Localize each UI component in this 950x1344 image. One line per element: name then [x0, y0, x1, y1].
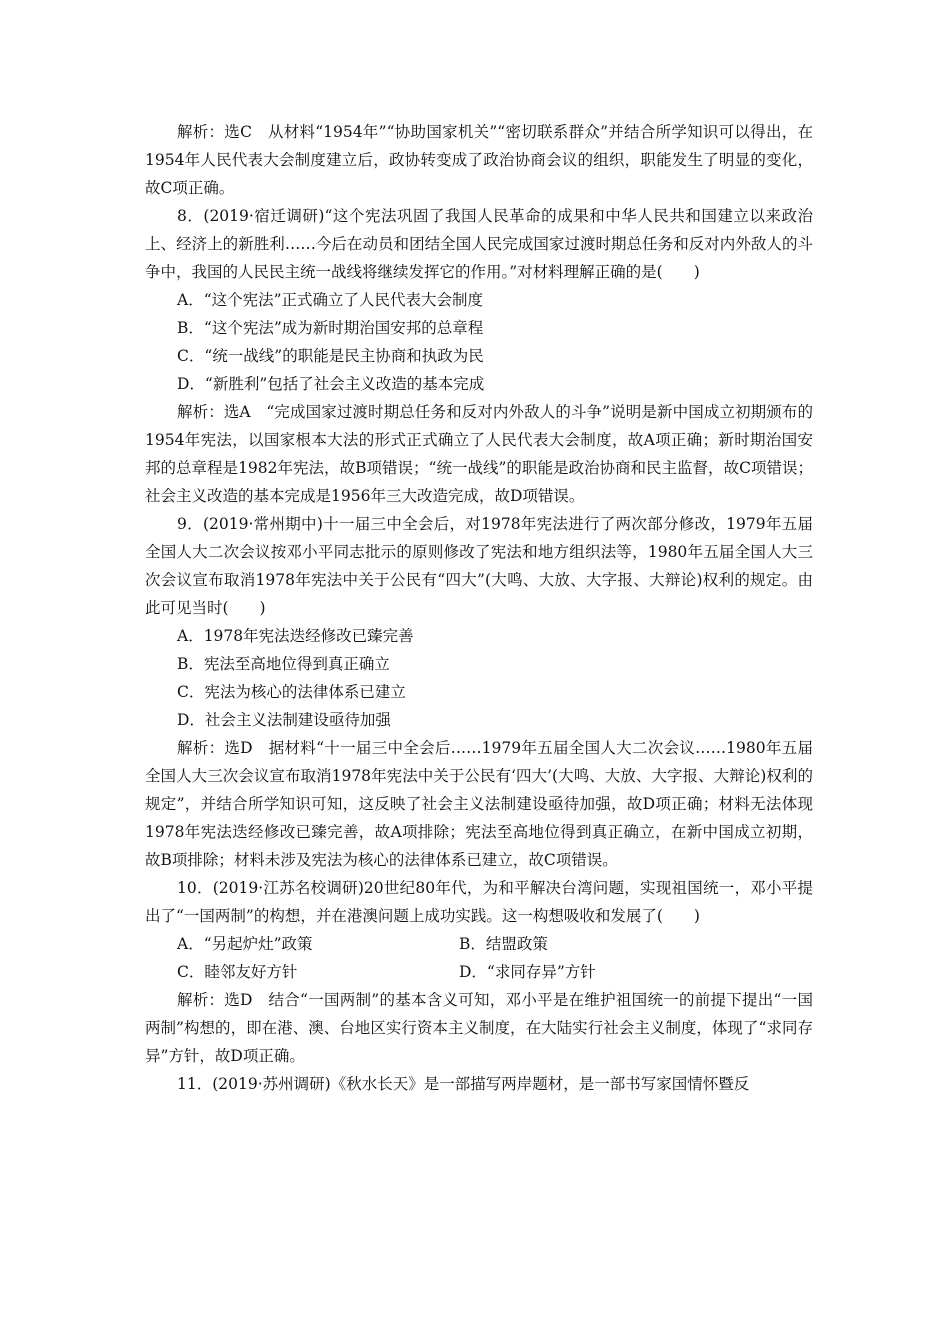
question-9-option-c: C．宪法为核心的法律体系已建立 — [177, 683, 406, 701]
question-8-option-c: C．“统一战线”的职能是民主协商和执政为民 — [177, 347, 484, 365]
question-9-option-a: A．1978年宪法迭经修改已臻完善 — [177, 627, 414, 645]
question-11: 11．(2019·苏州调研)《秋水长天》是一部描写两岸题材，是一部书写家国情怀暨反 — [177, 1075, 750, 1093]
question-8-option-b: B．“这个宪法”成为新时期治国安邦的总章程 — [177, 319, 484, 337]
answer-10: 解析：选D 结合“一国两制”的基本含义可知，邓小平是在维护祖国统一的前提下提出“一国两制”构想的，即在港、澳、台地区实行资本主义制度，在大陆实行社会主义制度，体现了“求同存异”方针，故D项正确。 — [145, 991, 813, 1065]
question-8-option-d: D．“新胜利”包括了社会主义改造的基本完成 — [177, 375, 485, 393]
question-10-option-d: D．“求同存异”方针 — [459, 963, 596, 981]
question-8: 8．(2019·宿迁调研)“这个宪法巩固了我国人民革命的成果和中华人民共和国建立以来政治上、经济上的新胜利……今后在动员和团结全国人民完成国家过渡时期总任务和反对内外敌人的斗争中，我国的人民民主统一战线将继续发挥它的作用。”对材料理解正确的是( ) — [145, 207, 813, 281]
answer-9: 解析：选D 据材料“十一届三中全会后……1979年五届全国人大二次会议……1980年五届全国人大三次会议宣布取消1978年宪法中关于公民有‘四大’(大鸣、大放、大字报、大辩论)权利的规定”，并结合所学知识可知，这反映了社会主义法制建设亟待加强，故D项正确；材料无法体现1978年宪法迭经修改已臻完善，故A项排除；宪法至高地位得到真正确立，在新中国成立初期，故B项排除；材料未涉及宪法为核心的法律体系已建立，故C项错误。 — [145, 739, 813, 869]
question-10: 10．(2019·江苏名校调研)20世纪80年代，为和平解决台湾问题，实现祖国统一，邓小平提出了“一国两制”的构想，并在港澳问题上成功实践。这一构想吸收和发展了( ) — [145, 879, 813, 925]
question-9: 9．(2019·常州期中)十一届三中全会后，对1978年宪法进行了两次部分修改，1979年五届全国人大二次会议按邓小平同志批示的原则修改了宪法和地方组织法等，1980年五届全国人大三次会议宣布取消1978年宪法中关于公民有“四大”(大鸣、大放、大字报、大辩论)权利的规定。由此可见当时( ) — [145, 515, 813, 617]
answer-7: 解析：选C 从材料“1954年”“协助国家机关”“密切联系群众”并结合所学知识可以得出，在1954年人民代表大会制度建立后，政协转变成了政治协商会议的组织，职能发生了明显的变化，故C项正确。 — [145, 123, 813, 197]
question-10-option-b: B．结盟政策 — [459, 935, 548, 953]
question-10-options-row-1 — [145, 930, 813, 958]
document-page — [145, 118, 813, 1098]
question-10-option-a: A．“另起炉灶”政策 — [177, 935, 313, 953]
question-8-option-a: A．“这个宪法”正式确立了人民代表大会制度 — [177, 291, 484, 309]
question-10-options-row-2 — [145, 958, 813, 986]
question-10-option-c: C．睦邻友好方针 — [177, 963, 298, 981]
answer-8: 解析：选A “完成国家过渡时期总任务和反对内外敌人的斗争”说明是新中国成立初期颁布的1954年宪法，以国家根本大法的形式正式确立了人民代表大会制度，故A项正确；新时期治国安邦的总章程是1982年宪法，故B项错误；“统一战线”的职能是政治协商和民主监督，故C项错误；社会主义改造的基本完成是1956年三大改造完成，故D项错误。 — [145, 403, 813, 505]
question-9-option-b: B．宪法至高地位得到真正确立 — [177, 655, 390, 673]
question-9-option-d: D．社会主义法制建设亟待加强 — [177, 711, 391, 729]
